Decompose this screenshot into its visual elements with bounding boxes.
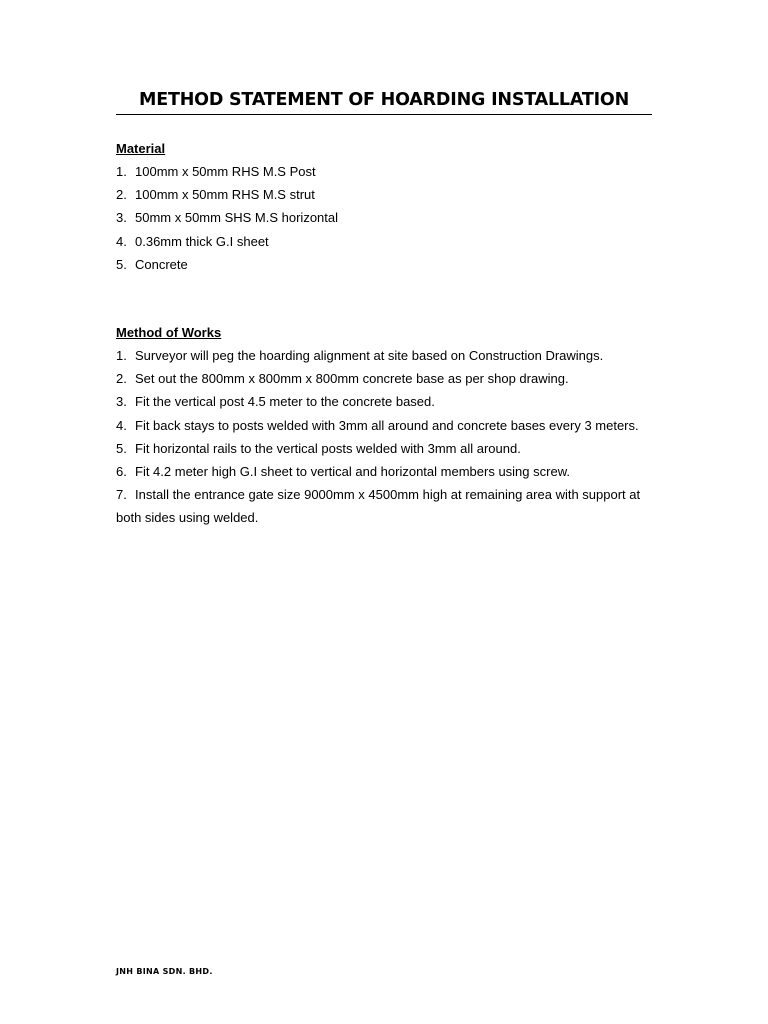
method-heading: Method of Works [116,325,222,340]
list-text: Install the entrance gate size 9000mm x 4500mm high at remaining area with support at both sides using welded. [116,487,641,526]
material-item [116,253,656,276]
list-text: Concrete [135,256,188,272]
list-number: 2. [116,371,127,387]
list-text: Fit horizontal rails to the vertical posts welded with 3mm all around. [135,440,521,456]
method-item [116,390,656,413]
list-number: 4. [116,417,127,433]
method-of-works-section [116,321,656,530]
list-text: Fit 4.2 meter high G.I sheet to vertical and horizontal members using screw. [135,464,570,480]
page-title: METHOD STATEMENT OF HOARDING INSTALLATION [138,90,630,110]
material-item [116,183,656,206]
method-item [116,437,656,460]
list-number: 2. [116,187,127,203]
list-number: 3. [116,210,127,226]
list-number: 6. [116,464,127,480]
footer-company-name: JNH BINA SDN. BHD. [116,967,213,976]
list-number: 5. [116,440,127,456]
list-number: 3. [116,394,127,410]
list-text: 100mm x 50mm RHS M.S strut [135,187,315,203]
list-number: 5. [116,256,127,272]
material-heading: Material [116,141,166,156]
material-list [116,160,656,276]
list-text: Surveyor will peg the hoarding alignment at site based on Construction Drawings. [135,348,604,363]
list-number: 7. [116,487,127,503]
material-item [116,206,656,229]
method-item [116,414,656,437]
material-item [116,230,656,253]
material-item [116,160,656,183]
list-number: 1. [116,348,127,363]
list-text: 100mm x 50mm RHS M.S Post [135,164,316,179]
list-text: 0.36mm thick G.I sheet [135,233,269,249]
method-item [116,460,656,483]
list-number: 1. [116,164,127,179]
list-text: Set out the 800mm x 800mm x 800mm concrete base as per shop drawing. [135,371,569,387]
list-text: Fit back stays to posts welded with 3mm all around and concrete bases every 3 meters. [135,417,639,433]
method-list [116,344,656,530]
list-number: 4. [116,233,127,249]
title-underline [116,114,652,115]
list-text: 50mm x 50mm SHS M.S horizontal [135,210,339,226]
method-item [116,367,656,390]
method-item [116,344,656,367]
material-section [116,137,656,276]
method-item [116,483,656,529]
list-text: Fit the vertical post 4.5 meter to the concrete based. [135,394,435,410]
